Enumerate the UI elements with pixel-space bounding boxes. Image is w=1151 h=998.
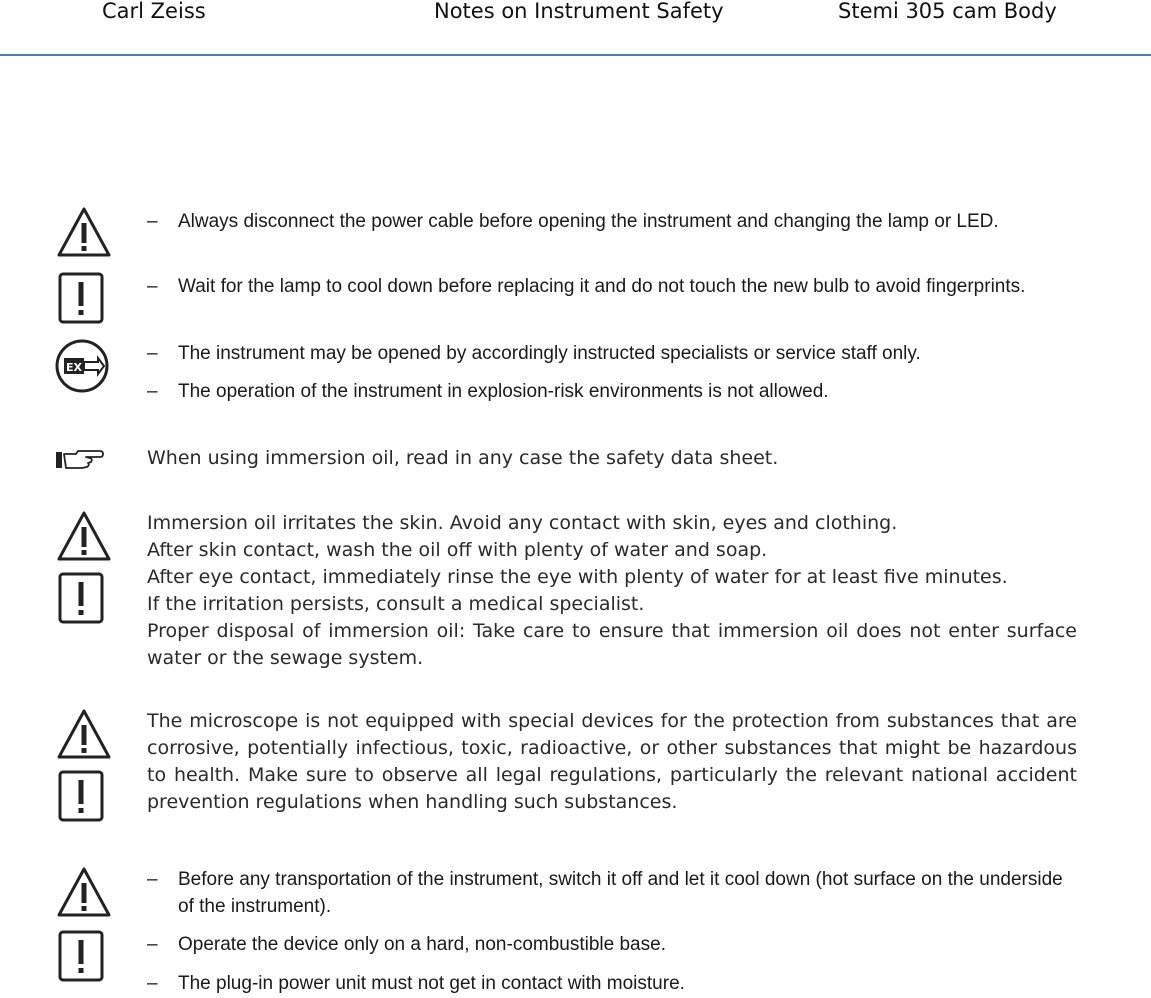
paragraph-line: After skin contact, wash the oil off with plenty of water and soap. [147,539,768,561]
paragraph-line: If the irritation persists, consult a medical specialist. [147,593,645,615]
explosion-badge-text: EX [66,361,82,374]
paragraph-line: After eye contact, immediately rinse the eye with plenty of water for at least five minutes. [147,566,1008,588]
warning-triangle-icon [56,206,112,258]
list-item [147,931,1077,958]
header-section-title: Notes on Instrument Safety [434,0,724,23]
attention-box-icon [58,272,104,324]
list-dash: – [147,276,158,297]
list-item [147,208,1077,262]
list-item-text: The instrument may be opened by accordingly instructed specialists or service staff only. [178,343,921,364]
warning-triangle-icon [56,866,112,918]
list-item-text: The plug-in power unit must not get in contact with moisture. [178,973,685,994]
note-text: When using immersion oil, read in any case the safety data sheet. [147,447,779,469]
warning-triangle-icon [56,708,112,760]
paragraph-line: Proper disposal of immersion oil: Take care to ensure that immersion oil does not enter surface water or the sewage system. [147,620,1077,669]
explosion-protection-icon [54,338,110,394]
list-item-text: Always disconnect the power cable before opening the instrument and changing the lamp or LED. [178,211,999,232]
list-item [147,340,1077,367]
attention-box-icon [58,572,104,624]
list-item [147,378,1077,405]
header-company: Carl Zeiss [102,0,206,23]
list-item-text: Before any transportation of the instrument, switch it off and let it cool down (hot surface on the underside of the instrument). [178,869,1063,917]
list-item-text: The operation of the instrument in explosion-risk environments is not allowed. [178,381,829,402]
list-dash: – [147,211,158,232]
header-product: Stemi 305 cam Body [838,0,1057,23]
warning-triangle-icon [56,510,112,562]
pointing-hand-icon [54,448,104,472]
list-item-text: Wait for the lamp to cool down before replacing it and do not touch the new bulb to avoid fingerprints. [178,276,1026,297]
attention-box-icon [58,930,104,982]
attention-box-icon [58,770,104,822]
hazardous-substances-paragraph: The microscope is not equipped with special devices for the protection from substances that are corrosive, potentially infectious, toxic, radioactive, or other substances that might be hazardous to health. Make sure to observe all legal regulations, particularly the relevant national accident prevention regulations when handling such substances. [147,710,1077,813]
list-item [147,273,1077,327]
list-item [147,970,1077,997]
paragraph-line: Immersion oil irritates the skin. Avoid any contact with skin, eyes and clothing. [147,512,898,534]
list-dash: – [147,869,158,890]
list-dash: – [147,343,158,364]
list-dash: – [147,973,158,994]
list-item [147,866,1077,920]
list-item-text: Operate the device only on a hard, non-combustible base. [178,934,666,955]
immersion-oil-paragraph [147,510,1077,672]
list-dash: – [147,381,158,402]
list-dash: – [147,934,158,955]
page-header [0,0,1151,56]
